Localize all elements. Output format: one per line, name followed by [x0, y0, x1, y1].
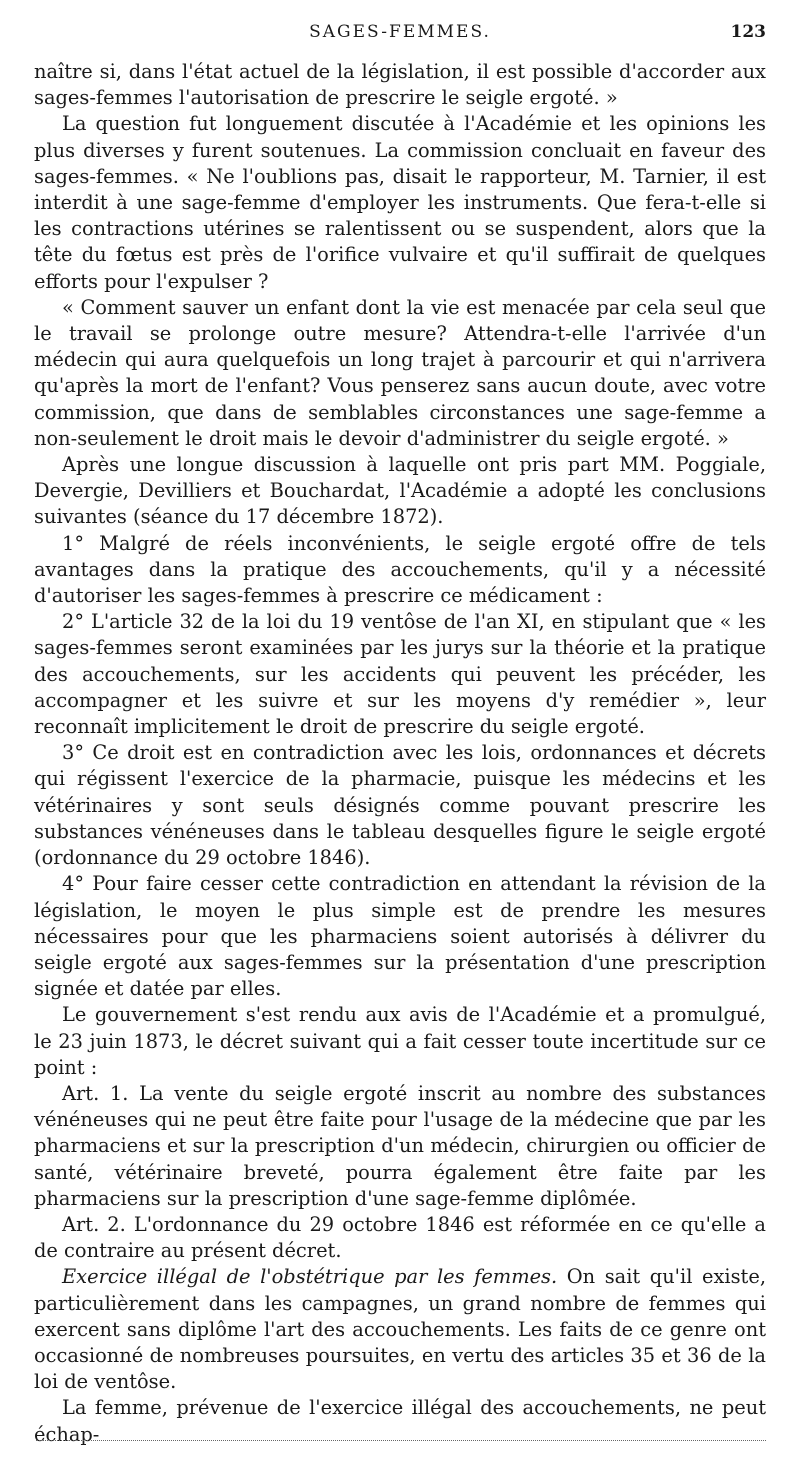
paragraph: 2° L'article 32 de la loi du 19 ventôse de l'an XI, en stipulant que « les sages-femmes seront examinées par les jurys sur la théorie et la pratique des accouchements, sur les accidents qui peuvent les précéder, les accompagner et les suivre et sur les moyens d'y remédier », leur reconnaît implicitement le droit de prescrire du seigle ergoté. — [34, 610, 766, 739]
paragraph: naître si, dans l'état actuel de la législation, il est possible d'accorder aux sages-femmes l'autorisation de prescrire le seigle ergoté. » — [34, 60, 766, 110]
paragraph: La femme, prévenue de l'exercice illégal des accouchements, ne peut échap- — [34, 1396, 766, 1446]
footer-divider — [36, 1440, 766, 1441]
paragraph: « Comment sauver un enfant dont la vie est menacée par cela seul que le travail se prolonge outre mesure? Attendra-t-elle l'arrivée d'un médecin qui aura quelquefois un long trajet à parcourir et qui n'arrivera qu'après la mort de l'enfant? Vous penserez sans aucun doute, avec votre commission, que dans de semblables circonstances une sage-femme a non-seulement le droit mais le devoir d'administrer du seigle ergoté. » — [34, 295, 766, 450]
paragraph: 1° Malgré de réels inconvénients, le seigle ergoté offre de tels avantages dans la pratique des accouchements, qu'il y a nécessité d'autoriser les sages-femmes à prescrire ce médicament : — [34, 531, 766, 608]
section-paragraph — [34, 1264, 766, 1395]
paragraph: 3° Ce droit est en contradiction avec les lois, ordonnances et décrets qui régissent l'exercice de la pharmacie, puisque les médecins et les vétérinaires y sont seuls désignés comme pouvant prescrire les substances vénéneuses dans le tableau desquelles figure le seigle ergoté (ordonnance du 29 octobre 1846). — [34, 741, 766, 870]
running-title: SAGES-FEMMES. — [309, 22, 491, 42]
paragraph: Art. 1. La vente du seigle ergoté inscrit au nombre des substances vénéneuses qui ne peut être faite pour l'usage de la médecine que par les pharmaciens et sur la prescription d'un médecin, chirurgien ou officier de santé, vétérinaire breveté, pourra également être faite par les pharmaciens sur la prescription d'une sage-femme diplômée. — [34, 1081, 766, 1210]
section-heading: Exercice illégal de l'obstétrique par les femmes. — [62, 1265, 558, 1289]
page-header — [34, 22, 766, 50]
paragraph: Art. 2. L'ordonnance du 29 octobre 1846 est réformée en ce qu'elle a de contraire au présent décret. — [34, 1212, 766, 1263]
paragraph: 4° Pour faire cesser cette contradiction en attendant la révision de la législation, le moyen le plus simple est de prendre les mesures nécessaires pour que les pharmaciens soient autorisés à délivrer du seigle ergoté aux sages-femmes sur la présentation d'une prescription signée et datée par elles. — [34, 872, 766, 1001]
paragraph: La question fut longuement discutée à l'Académie et les opinions les plus diverses y furent soutenues. La commission concluait en faveur des sages-femmes. « Ne l'oublions pas, disait le rapporteur, M. Tarnier, il est interdit à une sage-femme d'employer les instruments. Que fera-t-elle si les contractions utérines se ralentissent ou se suspendent, alors que la tête du fœtus est près de l'orifice vulvaire et qu'il suffirait de quelques efforts pour l'expulser ? — [34, 112, 766, 293]
page-body — [34, 59, 766, 1448]
paragraph: Le gouvernement s'est rendu aux avis de l'Académie et a promulgué, le 23 juin 1873, le décret suivant qui a fait cesser toute incertitude sur ce point : — [34, 1003, 766, 1079]
paragraph: Après une longue discussion à laquelle ont pris part MM. Poggiale, Devergie, Devilliers et Bouchardat, l'Académie a adopté les conclusions suivantes (séance du 17 décembre 1872). — [34, 453, 766, 529]
section-text: On sait qu'il existe, particulièrement dans les campagnes, un grand nombre de femmes qui exercent sans diplôme l'art des accouchements. Les faits de ce genre ont occasionné de nombreuses poursuites, en vertu des articles 35 et 36 de la loi de ventôse. — [34, 1265, 766, 1394]
page-number: 123 — [730, 22, 766, 42]
